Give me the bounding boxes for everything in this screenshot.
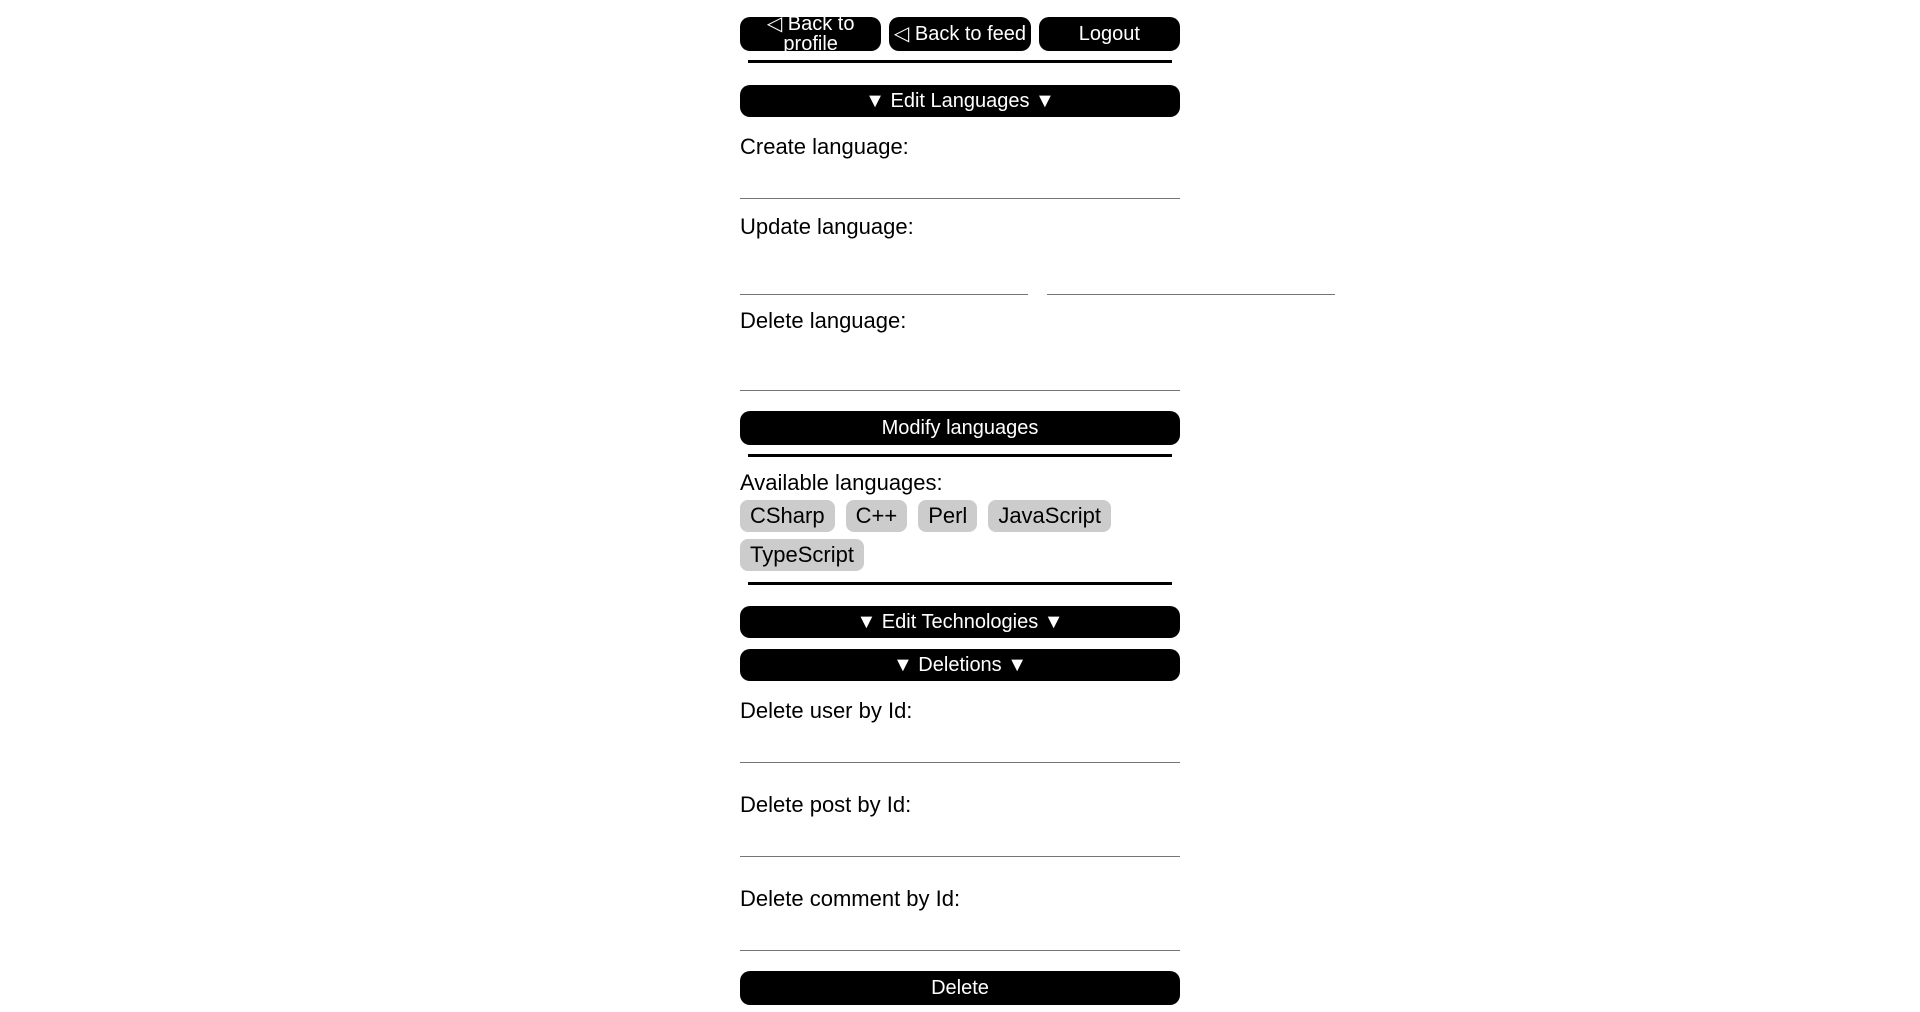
create-language-label: Create language: — [740, 134, 909, 159]
available-languages-label: Available languages: — [740, 470, 943, 495]
language-chip: JavaScript — [988, 500, 1111, 532]
delete-user-input[interactable] — [740, 724, 1180, 763]
delete-language-input[interactable] — [740, 352, 1180, 391]
language-chip: C++ — [846, 500, 908, 532]
edit-languages-toggle[interactable]: ▼ Edit Languages ▼ — [740, 85, 1180, 117]
update-language-label: Update language: — [740, 214, 914, 239]
delete-comment-input[interactable] — [740, 912, 1180, 951]
deletions-toggle[interactable]: ▼ Deletions ▼ — [740, 649, 1180, 681]
admin-panel — [740, 0, 1180, 1012]
edit-technologies-toggle[interactable]: ▼ Edit Technologies ▼ — [740, 606, 1180, 638]
top-nav — [740, 13, 1180, 55]
language-chip: Perl — [918, 500, 977, 532]
back-to-profile-button[interactable]: ◁ Back to profile — [740, 17, 881, 51]
divider — [748, 60, 1172, 63]
delete-post-label: Delete post by Id: — [740, 792, 912, 817]
language-chip: TypeScript — [740, 539, 864, 571]
language-chip: CSharp — [740, 500, 835, 532]
update-language-new-input[interactable] — [1047, 256, 1335, 295]
delete-comment-label: Delete comment by Id: — [740, 886, 961, 911]
modify-languages-button[interactable]: Modify languages — [740, 411, 1180, 445]
delete-post-input[interactable] — [740, 818, 1180, 857]
update-language-old-input[interactable] — [740, 256, 1028, 295]
back-to-feed-button[interactable]: ◁ Back to feed — [889, 17, 1030, 51]
divider — [748, 454, 1172, 457]
logout-button[interactable]: Logout — [1039, 17, 1180, 51]
update-language-inputs — [740, 240, 1180, 295]
create-language-input[interactable] — [740, 160, 1180, 199]
divider — [748, 582, 1172, 585]
delete-language-label: Delete language: — [740, 308, 907, 333]
delete-button[interactable]: Delete — [740, 971, 1180, 1005]
available-languages-list — [740, 500, 1180, 571]
delete-user-label: Delete user by Id: — [740, 698, 913, 723]
